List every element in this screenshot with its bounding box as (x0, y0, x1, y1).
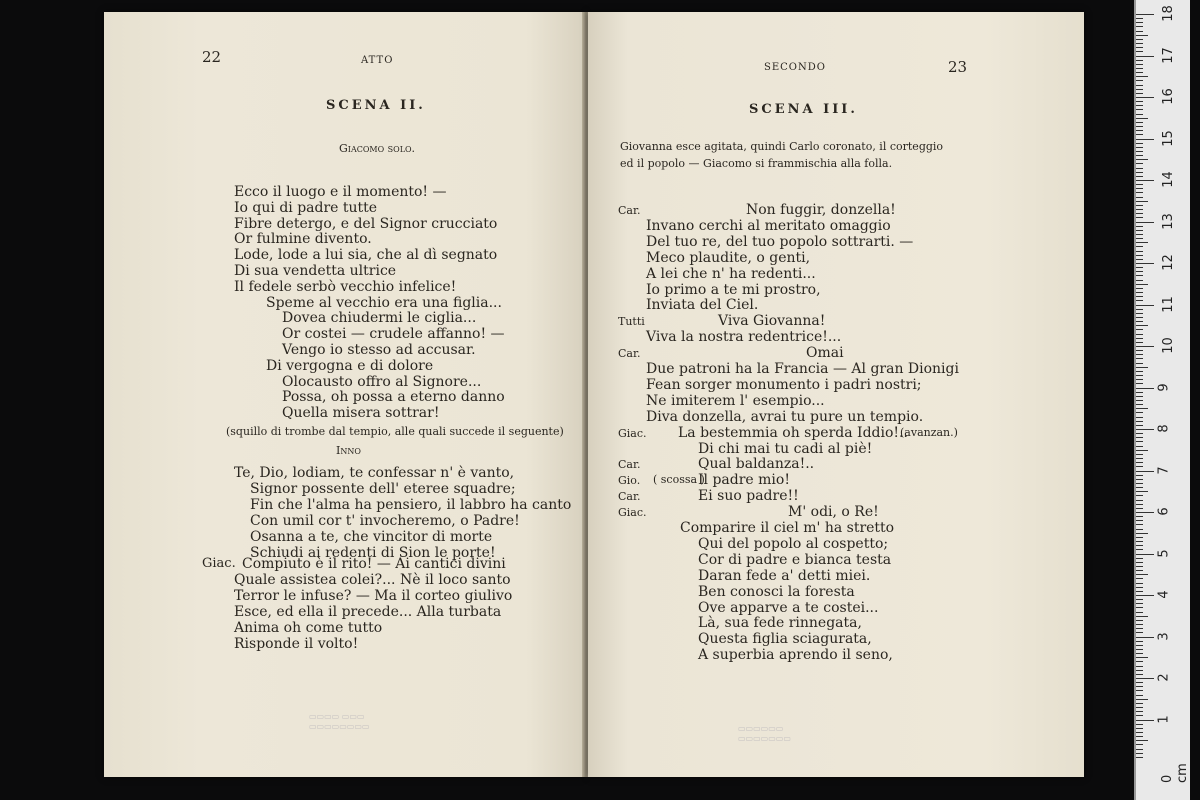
ruler-tick (1136, 280, 1143, 281)
ruler-tick (1136, 114, 1143, 115)
ruler-tick (1136, 217, 1143, 218)
dialogue-line: Qual baldanza!.. (698, 456, 815, 473)
ruler-tick (1136, 209, 1143, 210)
dialogue-line: Là, sua fede rinnegata, (698, 615, 862, 632)
ruler-tick (1136, 583, 1143, 584)
verse-line: Lode, lode a lui sia, che al dì segnato (234, 247, 498, 264)
ruler-tick (1136, 271, 1143, 272)
ruler-tick (1136, 18, 1143, 19)
ruler-tick (1136, 500, 1143, 501)
ruler-tick (1136, 188, 1143, 189)
ruler-tick (1136, 599, 1143, 600)
verse-line: Quella misera sottrar! (282, 405, 440, 422)
ruler-tick (1136, 616, 1148, 617)
ruler-tick (1136, 612, 1143, 613)
ruler-tick (1136, 429, 1154, 430)
ruler-tick (1136, 159, 1148, 160)
ruler-tick (1136, 408, 1148, 409)
ruler-tick (1136, 222, 1154, 223)
ruler-tick (1136, 495, 1143, 496)
dialogue-line: Ne imiterem l' esempio... (646, 392, 825, 409)
ruler-tick (1136, 524, 1143, 525)
ruler-tick (1136, 296, 1143, 297)
ruler-tick (1136, 562, 1143, 563)
ruler-tick (1136, 454, 1143, 455)
dialogue-line: Cor di padre e bianca testa (698, 551, 892, 568)
ruler-tick (1136, 558, 1143, 559)
verse-line: Or fulmine divento. (234, 231, 372, 248)
dialogue-line: Due patroni ha la Francia — Al gran Dionigi (646, 361, 959, 377)
ruler-tick (1136, 749, 1143, 750)
ruler-number: 10 (1160, 337, 1176, 354)
speaker-label: Car. (618, 458, 641, 472)
ruler-tick (1136, 76, 1148, 77)
ruler-tick (1136, 379, 1143, 380)
verse-line: Fin che l'alma ha pensiero, il labbro ha canto (250, 496, 572, 513)
aside-avanzan: (avanzan.) (900, 426, 958, 439)
ruler-tick (1136, 101, 1143, 102)
ruler-tick (1136, 201, 1148, 202)
ruler-tick (1136, 192, 1143, 193)
ruler-tick (1136, 637, 1154, 638)
ruler-tick (1136, 284, 1148, 285)
ruler-tick (1136, 412, 1143, 413)
ruler-tick (1136, 213, 1143, 214)
ruler-number: 2 (1156, 673, 1172, 682)
dialogue-line: Viva la nostra redentrice!... (646, 329, 842, 346)
ruler-tick (1136, 437, 1143, 438)
ruler-tick (1136, 321, 1143, 322)
ruler-number: 12 (1160, 254, 1176, 271)
ruler-tick (1136, 97, 1154, 98)
ruler-number: 5 (1156, 548, 1172, 558)
ruler-tick (1136, 649, 1143, 650)
dialogue-line: Del tuo re, del tuo popolo sottrarti. — (646, 233, 914, 250)
speaker-label: Gio. (618, 474, 641, 488)
ruler-tick (1136, 226, 1143, 227)
ruler-tick (1136, 334, 1143, 335)
ruler-tick (1136, 109, 1143, 110)
ruler-tick (1136, 383, 1143, 384)
ruler-tick (1136, 674, 1143, 675)
verse-line: Signor possente dell' eteree squadre; (250, 480, 516, 497)
ruler-tick (1136, 72, 1143, 73)
verse-line: Ecco il luogo e il momento! — (234, 184, 447, 200)
ruler-tick (1136, 259, 1143, 260)
verse-line: Con umil cor t' invocheremo, o Padre! (250, 512, 520, 529)
ruler-tick (1136, 711, 1143, 712)
verse-line: Anima oh come tutto (234, 619, 383, 636)
verse-line: Esce, ed ella il precede... Alla turbata (234, 603, 502, 620)
ruler-number: 4 (1156, 590, 1172, 599)
ruler-tick (1136, 587, 1143, 588)
ruler-tick (1136, 292, 1143, 293)
ruler-tick (1136, 757, 1143, 758)
dialogue-line: A superbia aprendo il seno, (698, 647, 893, 664)
dialogue-line: Di chi mai tu cadi al piè! (698, 440, 873, 457)
ruler-tick (1136, 595, 1154, 596)
ruler-tick (1136, 147, 1143, 148)
verse-line: Or costei — crudele affanno! — (282, 326, 505, 343)
ruler-number: 3 (1156, 631, 1172, 641)
dialogue-line: Viva Giovanna! (718, 313, 826, 330)
ruler-tick (1136, 744, 1143, 745)
ruler-tick (1136, 263, 1154, 264)
ruler-tick (1136, 51, 1143, 52)
ruler-tick (1136, 421, 1143, 422)
dialogue-line: Fean sorger monumento i padri nostri; (646, 376, 922, 393)
ruler-tick (1136, 93, 1143, 94)
dialogue-line: Meco plaudite, o genti, (646, 249, 811, 266)
ruler-tick (1136, 466, 1143, 467)
ruler-tick (1136, 60, 1143, 61)
dialogue-line: Inviata del Ciel. (646, 297, 759, 314)
dialogue-line: Io primo a te mi prostro, (646, 281, 821, 298)
dialogue-line: Daran fede a' detti miei. (698, 567, 871, 584)
open-book (104, 12, 1084, 782)
speaker-label: Car. (618, 204, 641, 217)
inno-title: Inno (336, 444, 361, 457)
stage-intro-1: Giovanna esce agitata, quindi Carlo coronato, il corteggio (620, 140, 944, 153)
ruler-tick (1136, 172, 1143, 173)
dialogue-line: Questa figlia sciagurata, (698, 631, 872, 648)
ruler-number: 16 (1160, 88, 1176, 105)
ruler-number: 1 (1156, 714, 1172, 724)
speaker-label: Giac. (202, 556, 236, 571)
ruler-tick (1136, 541, 1143, 542)
ruler-tick (1136, 703, 1143, 704)
ruler-tick (1136, 134, 1143, 135)
ruler-tick (1136, 653, 1143, 654)
ruler-tick (1136, 740, 1148, 741)
ruler-tick (1136, 603, 1143, 604)
ruler-number: 13 (1160, 212, 1176, 230)
speaker-label: Car. (618, 490, 641, 504)
ruler-tick (1136, 678, 1154, 679)
dialogue-line: Qui del popolo al cospetto; (698, 535, 889, 552)
ruler-tick (1136, 238, 1143, 239)
ruler-tick (1136, 632, 1143, 633)
dialogue-line: La bestemmia oh sperda Iddio!.. (678, 424, 908, 441)
ruler-number: 0 cm (1160, 763, 1190, 783)
aside-scossa: ( scossa ) (653, 473, 705, 486)
ruler-tick (1136, 139, 1154, 140)
ruler-tick (1136, 400, 1143, 401)
ruler-number: 8 (1156, 424, 1172, 433)
ruler-tick (1136, 396, 1143, 397)
ruler-tick (1136, 699, 1148, 700)
ruler-tick (1136, 184, 1143, 185)
ruler-tick (1136, 417, 1143, 418)
ruler-tick (1136, 267, 1143, 268)
running-head-left: ATTO (361, 55, 394, 66)
verse-line: Io qui di padre tutte (234, 199, 378, 216)
ruler-tick (1136, 371, 1143, 372)
ruler-tick (1136, 607, 1143, 608)
ruler-tick (1136, 566, 1143, 567)
ruler-tick (1136, 388, 1154, 389)
verse-line: Olocausto offro al Signore... (282, 373, 482, 390)
ruler-tick (1136, 309, 1143, 310)
ruler-tick (1136, 89, 1143, 90)
ruler-tick (1136, 462, 1143, 463)
ruler-tick (1136, 545, 1143, 546)
ruler-tick (1136, 230, 1143, 231)
ruler-number: 6 (1156, 507, 1172, 516)
ruler-tick (1136, 350, 1143, 351)
ruler-tick (1136, 392, 1143, 393)
ruler-tick (1136, 628, 1143, 629)
ruler-tick (1136, 686, 1143, 687)
ruler-tick (1136, 375, 1143, 376)
page-number-right: 23 (948, 58, 968, 76)
verse-line: Risponde il volto! (234, 635, 359, 652)
verse-line: Speme al vecchio era una figlia... (266, 294, 502, 311)
ruler-tick (1136, 491, 1148, 492)
ruler-tick (1136, 682, 1143, 683)
ruler-tick (1136, 39, 1143, 40)
ruler-tick (1136, 715, 1143, 716)
ruler-tick (1136, 753, 1143, 754)
ruler-tick (1136, 695, 1143, 696)
verse-line: Possa, oh possa a eterno danno (282, 389, 505, 406)
verse-line: Di vergogna e di dolore (266, 357, 434, 374)
ruler-tick (1136, 288, 1143, 289)
ruler-tick (1136, 234, 1143, 235)
verse-line: Di sua vendetta ultrice (234, 263, 397, 279)
dialogue-line: Il padre mio! (698, 472, 790, 489)
ruler-tick (1136, 363, 1143, 364)
ruler-tick (1136, 305, 1154, 306)
ruler-tick (1136, 645, 1143, 646)
ruler-tick (1136, 251, 1143, 252)
ruler-number: 15 (1160, 129, 1176, 147)
ruler-tick (1136, 574, 1148, 575)
ruler-tick (1136, 690, 1143, 691)
ruler-tick (1136, 446, 1143, 447)
ruler-tick (1136, 342, 1143, 343)
verse-line: Quale assistea colei?... Nè il loco santo (234, 571, 511, 588)
ruler-tick (1136, 14, 1154, 15)
ruler-tick (1136, 246, 1143, 247)
measuring-ruler (1134, 0, 1190, 800)
ruler-number: 7 (1156, 465, 1172, 475)
ruler-tick (1136, 666, 1143, 667)
verse-line: Schiudi ai redenti di Sion le porte! (250, 544, 496, 561)
verse-line: Dovea chiudermi le ciglia... (282, 310, 477, 327)
verse-line: Osanna a te, che vincitor di morte (250, 528, 493, 545)
ruler-tick (1136, 105, 1143, 106)
ruler-tick (1136, 346, 1154, 347)
ruler-tick (1136, 43, 1143, 44)
ruler-tick (1136, 151, 1143, 152)
dialogue-line: Omai (806, 345, 844, 362)
ruler-tick (1136, 68, 1143, 69)
ruler-tick (1136, 168, 1143, 169)
ruler-tick (1136, 641, 1143, 642)
ruler-tick (1136, 487, 1143, 488)
ruler-tick (1136, 728, 1143, 729)
ruler-tick (1136, 325, 1148, 326)
ruler-tick (1136, 155, 1143, 156)
page-number-left: 22 (202, 48, 222, 66)
ruler-tick (1136, 707, 1143, 708)
ruler-tick (1136, 720, 1154, 721)
ruler-tick (1136, 529, 1143, 530)
ruler-tick (1136, 475, 1143, 476)
ruler-tick (1136, 31, 1143, 32)
ruler-tick (1136, 56, 1154, 57)
ruler-tick (1136, 624, 1143, 625)
verse-line: Fibre detergo, e del Signor crucciato (234, 215, 498, 232)
ruler-tick (1136, 35, 1148, 36)
ruler-tick (1136, 275, 1143, 276)
ruler-number: 17 (1160, 46, 1176, 64)
ruler-tick (1136, 554, 1154, 555)
ruler-tick (1136, 255, 1143, 256)
verse-line: Terror le infuse? — Ma il corteo giulivo (234, 587, 513, 604)
ruler-tick (1136, 317, 1143, 318)
ruler-tick (1136, 126, 1143, 127)
ruler-tick (1136, 404, 1143, 405)
ruler-tick (1136, 205, 1143, 206)
ruler-tick (1136, 533, 1148, 534)
ruler-tick (1136, 657, 1148, 658)
ruler-tick (1136, 354, 1143, 355)
ruler-tick (1136, 578, 1143, 579)
scene-characters: Giacomo solo. (339, 142, 416, 155)
ruler-tick (1136, 570, 1143, 571)
ruler-tick (1136, 520, 1143, 521)
ruler-tick (1136, 300, 1143, 301)
ruler-tick (1136, 620, 1143, 621)
library-stamp: ▭▭▭▭ ▭▭▭ ▭▭▭▭▭▭▭▭ (309, 712, 370, 731)
speaker-label: Tutti (618, 315, 645, 329)
dialogue-line: Invano cerchi al meritato omaggio (646, 217, 891, 234)
ruler-tick (1136, 504, 1143, 505)
ruler-number: 14 (1160, 171, 1176, 188)
ruler-tick (1136, 242, 1148, 243)
right-page (588, 12, 1084, 777)
stage-intro-2: ed il popolo — Giacomo si frammischia alla folla. (620, 157, 893, 170)
ruler-tick (1136, 441, 1143, 442)
ruler-tick (1136, 661, 1143, 662)
ruler-tick (1136, 122, 1143, 123)
ruler-tick (1136, 118, 1148, 119)
ruler-number: 18 (1160, 5, 1176, 22)
ruler-tick (1136, 537, 1143, 538)
ruler-tick (1136, 508, 1143, 509)
ruler-tick (1136, 22, 1143, 23)
ruler-tick (1136, 358, 1143, 359)
library-stamp-right: ▭▭▭▭▭▭ ▭▭▭▭▭▭▭ (738, 724, 791, 743)
ruler-tick (1136, 549, 1143, 550)
ruler-tick (1136, 479, 1143, 480)
ruler-tick (1136, 736, 1143, 737)
ruler-tick (1136, 329, 1143, 330)
scene-title-right: SCENA III. (749, 102, 858, 117)
ruler-tick (1136, 425, 1143, 426)
stage-direction: (squillo di trombe dal tempio, alle quali succede il seguente) (226, 425, 564, 438)
ruler-tick (1136, 197, 1143, 198)
ruler-tick (1136, 163, 1143, 164)
ruler-tick (1136, 180, 1154, 181)
ruler-tick (1136, 450, 1148, 451)
ruler-tick (1136, 483, 1143, 484)
ruler-number: 11 (1160, 295, 1176, 313)
ruler-tick (1136, 516, 1143, 517)
dialogue-line: M' odi, o Re! (788, 504, 879, 521)
ruler-tick (1136, 176, 1143, 177)
ruler-tick (1136, 433, 1143, 434)
ruler-tick (1136, 367, 1148, 368)
ruler-tick (1136, 471, 1154, 472)
ruler-tick (1136, 313, 1143, 314)
dialogue-line: Ei suo padre!! (698, 488, 799, 505)
ruler-tick (1136, 338, 1143, 339)
ruler-tick (1136, 80, 1143, 81)
dialogue-line: Diva donzella, avrai tu pure un tempio. (646, 408, 924, 425)
dialogue-line: A lei che n' ha redenti... (646, 265, 816, 282)
ruler-tick (1136, 724, 1143, 725)
dialogue-line: Comparire il ciel m' ha stretto (680, 520, 895, 536)
running-head-right: SECONDO (764, 62, 826, 73)
left-page (104, 12, 584, 777)
dialogue-line: Ben conosci la foresta (698, 583, 855, 600)
ruler-tick (1136, 26, 1143, 27)
speaker-label: Giac. (618, 426, 647, 440)
verse-line: Compiuto è il rito! — Ai cantici divini (242, 556, 506, 572)
ruler-tick (1136, 130, 1143, 131)
ruler-tick (1136, 670, 1143, 671)
verse-line: Il fedele serbò vecchio infelice! (234, 278, 457, 295)
dialogue-line: Ove apparve a te costei... (698, 599, 879, 616)
ruler-number: 9 (1156, 382, 1172, 392)
speaker-label: Car. (618, 347, 641, 361)
scene-title-left: SCENA II. (326, 98, 426, 113)
ruler-tick (1136, 143, 1143, 144)
ruler-tick (1136, 732, 1143, 733)
ruler-tick (1136, 512, 1154, 513)
dialogue-line: Non fuggir, donzella! (746, 202, 896, 218)
ruler-tick (1136, 458, 1143, 459)
verse-line: Vengo io stesso ad accusar. (282, 342, 476, 358)
ruler-tick (1136, 64, 1143, 65)
ruler-tick (1136, 85, 1143, 86)
ruler-tick (1136, 591, 1143, 592)
verse-line: Te, Dio, lodiam, te confessar n' è vanto, (234, 465, 515, 481)
speaker-label: Giac. (618, 506, 647, 520)
ruler-tick (1136, 47, 1143, 48)
